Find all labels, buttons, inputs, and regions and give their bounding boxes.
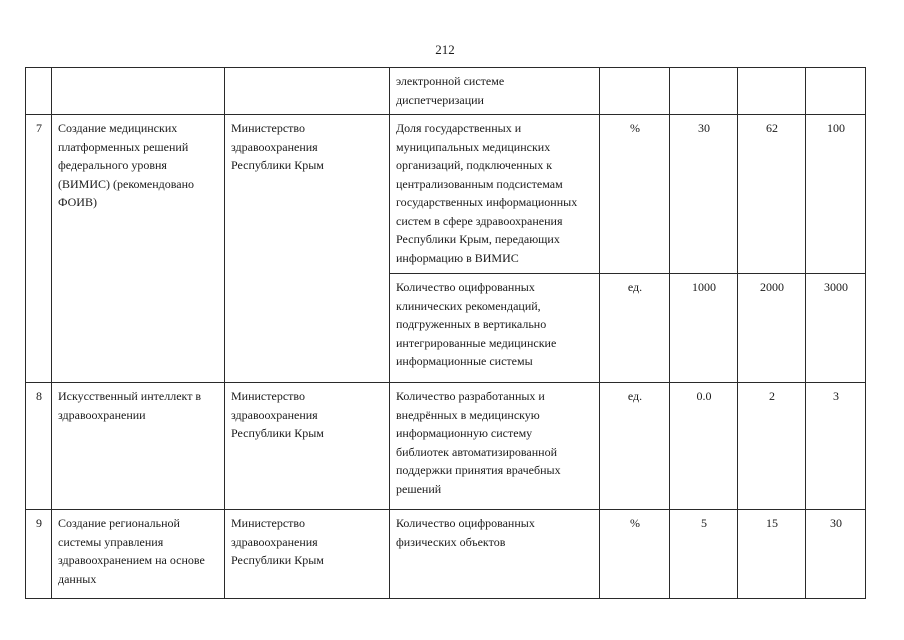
value-cell: 15 bbox=[738, 510, 806, 599]
page-number: 212 bbox=[435, 42, 455, 57]
value-cell: 1000 bbox=[670, 274, 738, 383]
measure-name-cell bbox=[52, 68, 225, 115]
value-cell: 30 bbox=[670, 115, 738, 274]
value-cell: 3 bbox=[806, 383, 866, 510]
responsible-cell: Министерство здравоохранения Республики Крым bbox=[225, 383, 390, 510]
row-number-cell bbox=[26, 68, 52, 115]
indicator-cell: Количество оцифрованных клинических рекомендаций, подгруженных в вертикально интегрированные медицинские информационные системы bbox=[390, 274, 600, 383]
indicator-cell: Количество оцифрованных физических объектов bbox=[390, 510, 600, 599]
value-cell: 100 bbox=[806, 115, 866, 274]
unit-cell: % bbox=[600, 115, 670, 274]
measure-name-cell: Создание медицинских платформенных решений федерального уровня (ВИМИС) (рекомендовано ФОИВ) bbox=[52, 115, 225, 383]
table-row bbox=[26, 68, 866, 115]
responsible-cell bbox=[225, 68, 390, 115]
table-row bbox=[26, 510, 866, 599]
value-cell: 2000 bbox=[738, 274, 806, 383]
table-row bbox=[26, 115, 866, 274]
measure-name-cell: Создание региональной системы управления здравоохранением на основе данных bbox=[52, 510, 225, 599]
value-cell bbox=[670, 68, 738, 115]
value-cell: 5 bbox=[670, 510, 738, 599]
row-number-cell: 9 bbox=[26, 510, 52, 599]
unit-cell bbox=[600, 68, 670, 115]
indicators-table bbox=[25, 67, 866, 599]
row-number-cell: 8 bbox=[26, 383, 52, 510]
value-cell: 3000 bbox=[806, 274, 866, 383]
unit-cell: % bbox=[600, 510, 670, 599]
responsible-cell: Министерство здравоохранения Республики Крым bbox=[225, 510, 390, 599]
indicator-cell: электронной системе диспетчеризации bbox=[390, 68, 600, 115]
value-cell: 0.0 bbox=[670, 383, 738, 510]
value-cell: 2 bbox=[738, 383, 806, 510]
measure-name-cell: Искусственный интеллект в здравоохранении bbox=[52, 383, 225, 510]
value-cell bbox=[738, 68, 806, 115]
row-number-cell: 7 bbox=[26, 115, 52, 383]
responsible-cell: Министерство здравоохранения Республики Крым bbox=[225, 115, 390, 383]
indicator-cell: Доля государственных и муниципальных медицинских организаций, подключенных к централизованным подсистемам государственных информационных систем в сфере здравоохранения Республики Крым, передающих информацию в ВИМИС bbox=[390, 115, 600, 274]
table-row bbox=[26, 383, 866, 510]
indicator-cell: Количество разработанных и внедрённых в медицинскую информационную систему библиотек автоматизированной поддержки принятия врачебных решений bbox=[390, 383, 600, 510]
value-cell: 62 bbox=[738, 115, 806, 274]
unit-cell: ед. bbox=[600, 383, 670, 510]
unit-cell: ед. bbox=[600, 274, 670, 383]
value-cell bbox=[806, 68, 866, 115]
value-cell: 30 bbox=[806, 510, 866, 599]
